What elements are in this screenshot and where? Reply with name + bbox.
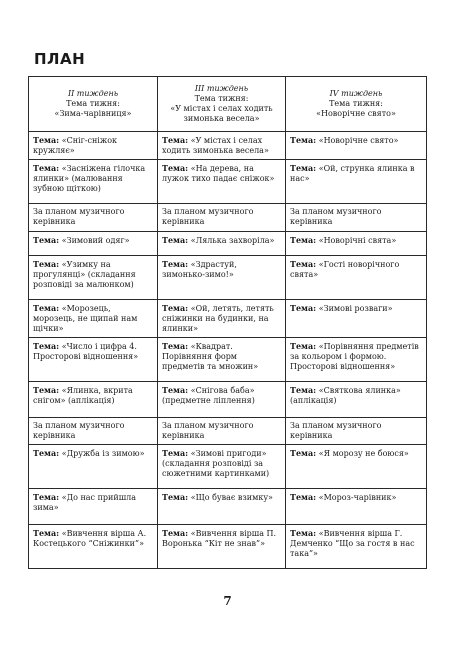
topic-text: «Сніг-сніжок кружляє» (33, 136, 118, 155)
topic-text: «Мороз-чарівник» (318, 493, 397, 502)
topic-label: Тема: (162, 303, 189, 313)
table-cell (286, 418, 427, 445)
topic-label: Тема: (290, 259, 317, 269)
topic-text: «Здрастуй, зимонько-зимо!» (162, 260, 237, 279)
topic-text: «Вивчення вірша П. Воронька “Кіт не знав”» (162, 529, 277, 548)
table-row (29, 489, 427, 525)
topic-label: Тема: (33, 163, 60, 173)
topic-text: «Ой, струнка ялинка в нас» (290, 164, 415, 183)
topic-label: Тема: (33, 235, 60, 245)
table-row (29, 256, 427, 300)
topic-text: За планом музичного керівника (290, 421, 382, 440)
week-label: ІІ тиждень (67, 89, 119, 98)
topic-label: Тема: (162, 385, 189, 395)
topic-text: «Вивчення вірша А. Костецького “Сніжинки”» (33, 529, 147, 548)
column-header-week-2 (29, 77, 158, 132)
table-cell (29, 525, 158, 569)
topic-text: «На дерева, на лужок тихо падає сніжок» (162, 164, 275, 183)
page-title: ПЛАН (34, 50, 86, 68)
topic-label: Тема: (33, 259, 60, 269)
topic-label: Тема: (290, 303, 317, 313)
topic-text: За планом музичного керівника (33, 207, 125, 226)
table-cell (286, 204, 427, 232)
topic-text: За планом музичного керівника (33, 421, 125, 440)
table-cell (29, 445, 158, 489)
table-row (29, 445, 427, 489)
table-cell (29, 160, 158, 204)
topic-text: За планом музичного керівника (162, 207, 254, 226)
column-header-week-4 (286, 77, 427, 132)
topic-text: «Гості новорічного свята» (290, 260, 400, 279)
table-cell (29, 338, 158, 382)
topic-label: Тема: (162, 341, 189, 351)
topic-text: «Зимові розваги» (318, 304, 393, 313)
topic-text: «Лялька захворіла» (190, 236, 275, 245)
table-cell (286, 382, 427, 418)
topic-label: Тема: (290, 235, 317, 245)
table-row (29, 300, 427, 338)
table-cell (286, 300, 427, 338)
table-cell (158, 525, 286, 569)
topic-label: Тема: (290, 341, 317, 351)
topic-text: «Ялинка, вкрита снігом» (аплікація) (33, 386, 133, 405)
table-row (29, 382, 427, 418)
topic-label: Тема: (162, 163, 189, 173)
table-header-row (29, 77, 427, 132)
topic-text: «Засніжена гілочка ялинки» (малювання зубною щіткою) (33, 164, 146, 193)
table-cell (158, 160, 286, 204)
topic-text: «Снігова баба» (предметне ліплення) (162, 386, 255, 405)
table-cell (286, 256, 427, 300)
column-header-week-3 (158, 77, 286, 132)
topic-label: Тема: (33, 341, 60, 351)
topic-text: «Новорічні свята» (318, 236, 397, 245)
table-row (29, 338, 427, 382)
table-cell (29, 232, 158, 256)
topic-text: «Морозець, морозець, не щипай нам щічки» (33, 304, 138, 333)
table-cell (286, 338, 427, 382)
table-cell (29, 300, 158, 338)
table-cell (286, 489, 427, 525)
table-cell (29, 204, 158, 232)
table-cell (286, 132, 427, 160)
week-label: ІІІ тиждень (194, 84, 249, 93)
theme-label: Тема тижня: (329, 99, 383, 108)
plan-table-body (29, 132, 427, 569)
topic-label: Тема: (290, 492, 317, 502)
table-row (29, 204, 427, 232)
table-cell (158, 338, 286, 382)
table-cell (158, 418, 286, 445)
topic-text: «Святкова ялинка» (аплікація) (290, 386, 401, 405)
topic-label: Тема: (290, 448, 317, 458)
table-cell (286, 525, 427, 569)
topic-label: Тема: (33, 303, 60, 313)
table-cell (158, 132, 286, 160)
topic-label: Тема: (290, 163, 317, 173)
topic-label: Тема: (33, 492, 60, 502)
topic-label: Тема: (162, 448, 189, 458)
topic-text: «Ой, летять, летять сніжинки на будинки, на ялинки» (162, 304, 274, 333)
topic-label: Тема: (162, 528, 189, 538)
table-cell (29, 132, 158, 160)
table-cell (286, 445, 427, 489)
topic-label: Тема: (33, 385, 60, 395)
table-cell (29, 418, 158, 445)
table-cell (158, 445, 286, 489)
topic-text: «Вивчення вірша Г. Демченко “Що за гостя в нас така”» (290, 529, 415, 558)
table-row (29, 132, 427, 160)
page-number: 7 (223, 594, 232, 608)
plan-table (28, 76, 427, 569)
topic-text: «До нас прийшла зима» (33, 493, 136, 512)
topic-label: Тема: (33, 528, 60, 538)
topic-text: «Порівняння предметів за кольором і формою. Просторові відношення» (290, 342, 419, 371)
week-theme: «Новорічне свято» (316, 109, 396, 118)
table-cell (158, 204, 286, 232)
table-cell (29, 489, 158, 525)
table-cell (286, 160, 427, 204)
table-row (29, 160, 427, 204)
topic-label: Тема: (162, 259, 189, 269)
table-row (29, 418, 427, 445)
table-cell (286, 232, 427, 256)
topic-label: Тема: (33, 448, 60, 458)
table-cell (158, 300, 286, 338)
topic-text: «Узимку на прогулянці» (складання розповіді за малюнком) (33, 260, 136, 289)
table-cell (158, 489, 286, 525)
topic-text: «Квадрат. Порівняння форм предметів та множин» (162, 342, 259, 371)
table-cell (158, 382, 286, 418)
topic-label: Тема: (162, 492, 189, 502)
topic-text: «Я морозу не боюся» (318, 449, 409, 458)
topic-label: Тема: (33, 135, 60, 145)
table-cell (29, 382, 158, 418)
table-row (29, 525, 427, 569)
theme-label: Тема тижня: (194, 94, 249, 103)
topic-text: За планом музичного керівника (290, 207, 382, 226)
topic-text: «У містах і селах ходить зимонька весела» (162, 136, 269, 155)
week-theme: «Зима-чарівниця» (54, 109, 132, 118)
topic-label: Тема: (290, 135, 317, 145)
table-cell (158, 256, 286, 300)
topic-text: «Що буває взимку» (190, 493, 273, 502)
week-theme: «У містах і селах ходить зимонька весела» (170, 104, 273, 123)
theme-label: Тема тижня: (66, 99, 120, 108)
topic-text: «Зимовий одяг» (61, 236, 130, 245)
table-cell (29, 256, 158, 300)
topic-text: «Дружба із зимою» (61, 449, 145, 458)
topic-label: Тема: (162, 235, 189, 245)
table-cell (158, 232, 286, 256)
topic-label: Тема: (290, 528, 317, 538)
topic-text: «Число і цифра 4. Просторові відношення» (33, 342, 139, 361)
table-row (29, 232, 427, 256)
week-label: ІV тиждень (329, 89, 383, 98)
topic-text: За планом музичного керівника (162, 421, 254, 440)
topic-label: Тема: (290, 385, 317, 395)
topic-label: Тема: (162, 135, 189, 145)
topic-text: «Зимові пригоди» (складання розповіді за сюжетними картинками) (162, 449, 270, 478)
topic-text: «Новорічне свято» (318, 136, 399, 145)
